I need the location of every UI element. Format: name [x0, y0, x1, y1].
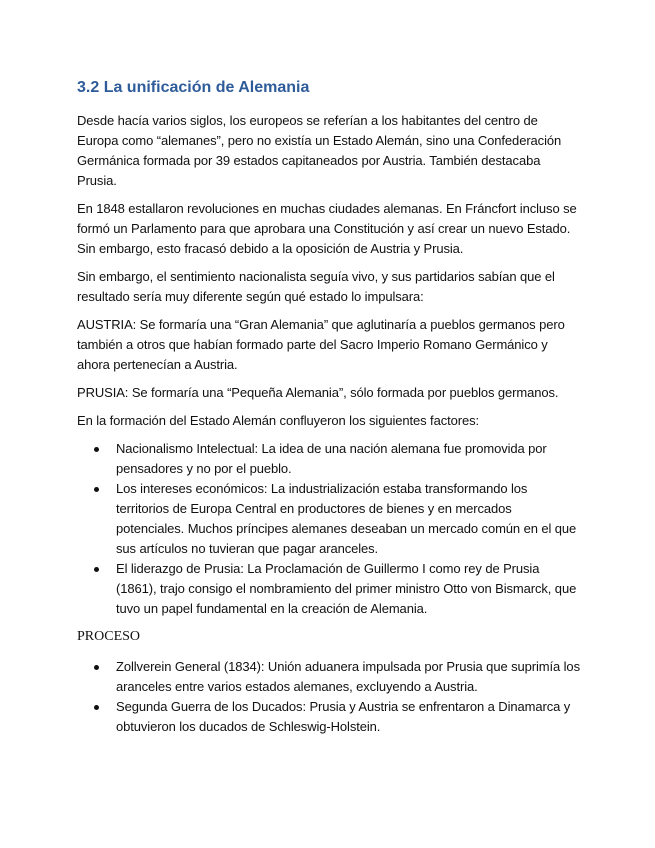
factors-list	[77, 439, 582, 619]
paragraph-austria	[77, 315, 582, 375]
austria-text: Se formaría una “Gran Alemania” que aglutinaría a pueblos germanos pero también a otros que habían formado parte del Sacro Imperio Romano Germánico y ahora pertenecían a Austria.	[77, 317, 565, 372]
prusia-text: Se formaría una “Pequeña Alemania”, sólo formada por pueblos germanos.	[128, 385, 559, 400]
list-item-text: Los intereses económicos: La industrialización estaba transformando los territorios de Europa Central en productores de bienes y en mercados potenciales. Muchos príncipes alemanes deseaban un mercado común en el que sus artículos no tuvieran que pagar aranceles.	[116, 481, 577, 556]
paragraph-prusia	[77, 383, 582, 403]
list-item-text: Segunda Guerra de los Ducados: Prusia y Austria se enfrentaron a Dinamarca y obtuvieron los ducados de Schleswig-Holstein.	[116, 699, 571, 734]
bullet-icon	[94, 487, 99, 492]
list-item	[77, 657, 582, 697]
list-item-text: Nacionalismo Intelectual: La idea de una nación alemana fue promovida por pensadores y no por el pueblo.	[116, 441, 547, 476]
prusia-label: PRUSIA:	[77, 385, 129, 400]
paragraph-intro: Desde hacía varios siglos, los europeos se referían a los habitantes del centro de Europa como “alemanes”, pero no existía un Estado Alemán, sino una Confederación Germánica formada por 39 estados capitaneados por Austria. También destacaba Prusia.	[77, 113, 562, 188]
bullet-icon	[94, 447, 99, 452]
paragraph-factors-intro: En la formación del Estado Alemán confluyeron los siguientes factores:	[77, 413, 480, 428]
list-item	[77, 697, 582, 737]
list-item-text: Zollverein General (1834): Unión aduanera impulsada por Prusia que suprimía los aranceles entre varios estados alemanes, excluyendo a Austria.	[116, 659, 580, 694]
list-item	[77, 439, 582, 479]
list-item	[77, 559, 582, 619]
list-item-text: El liderazgo de Prusia: La Proclamación de Guillermo I como rey de Prusia (1861), trajo consigo el nombramiento del primer ministro Otto von Bismarck, que tuvo un papel fundamental en la creación de Alemania.	[116, 561, 577, 616]
bullet-icon	[94, 665, 99, 670]
list-item	[77, 479, 582, 559]
bullet-icon	[94, 567, 99, 572]
paragraph-1848: En 1848 estallaron revoluciones en muchas ciudades alemanas. En Fráncfort incluso se formó un Parlamento para que aprobara una Constitución y así crear un nuevo Estado. Sin embargo, esto fracasó debido a la oposición de Austria y Prusia.	[77, 201, 577, 256]
process-list	[77, 657, 582, 737]
document-body	[77, 78, 582, 745]
bullet-icon	[94, 705, 99, 710]
austria-label: AUSTRIA:	[77, 317, 137, 332]
process-label: PROCESO	[77, 629, 141, 644]
section-heading: 3.2 La unificación de Alemania	[77, 79, 310, 96]
paragraph-nationalism: Sin embargo, el sentimiento nacionalista seguía vivo, y sus partidarios sabían que el resultado sería muy diferente según qué estado lo impulsara:	[77, 269, 555, 304]
